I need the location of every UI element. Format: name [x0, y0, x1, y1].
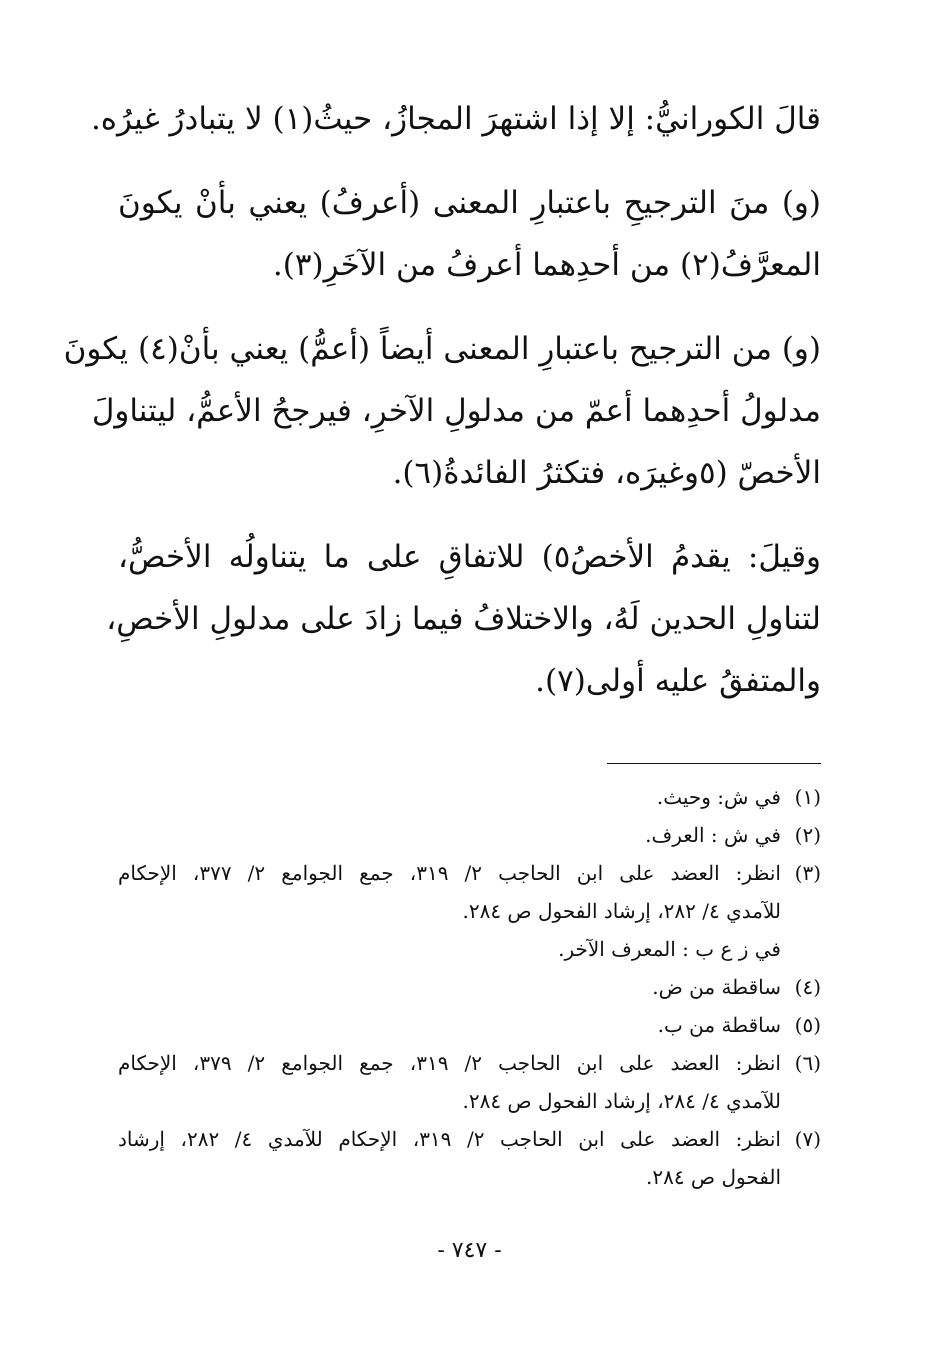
text-line: الأخصّ (٥وغيرَه، فتكثرُ الفائدةُ(٦).: [392, 455, 821, 491]
footnote-text: انظر: العضد على ابن الحاجب ٢/ ٣١٩، جمع الجوامع ٢/ ٣٧٧، الإحكام: [118, 861, 781, 885]
footnote-1: [118, 778, 821, 816]
footnote-text: للآمدي ٤/ ٢٨٤، إرشاد الفحول ص ٢٨٤.: [462, 1089, 781, 1113]
footnote-text: في ش: وحيث.: [656, 785, 781, 809]
footnote-number: (٥): [794, 1013, 821, 1037]
paragraph-3: [63, 318, 821, 504]
page-number: - ٧٤٧ -: [437, 1238, 502, 1263]
footnote-2: [118, 816, 821, 854]
text-line: (و) من الترجيح باعتبارِ المعنى أيضاً (أعمُّ) يعني بأنْ(٤) يكونَ: [63, 331, 821, 367]
footnote-text: ساقطة من ب.: [657, 1013, 781, 1037]
footnote-text: للآمدي ٤/ ٢٨٢، إرشاد الفحول ص ٢٨٤.: [462, 899, 781, 923]
footnote-number: (٣): [794, 861, 821, 885]
footnote-number: (٧): [794, 1127, 821, 1151]
footnote-5: [118, 1006, 821, 1044]
footnote-7: [118, 1120, 821, 1196]
paragraph-4: [106, 526, 821, 712]
footnote-number: (٤): [794, 975, 821, 999]
footnote-3: [118, 854, 821, 968]
text-line: المعرَّفُ(٢) من أحدِهما أعرفُ من الآخَرِ(٣).: [272, 247, 821, 283]
footnote-text: في ش : العرف.: [645, 823, 781, 847]
footnote-text: انظر: العضد على ابن الحاجب ٢/ ٣١٩، جمع الجوامع ٢/ ٣٧٩، الإحكام: [118, 1051, 781, 1075]
paragraph-1: [90, 88, 821, 150]
text-line: قالَ الكورانيُّ: إلا إذا اشتهرَ المجازُ، حيثُ(١) لا يتبادرُ غيرُه.: [90, 101, 821, 137]
text-line: وقيلَ: يقدمُ الأخصُ٥) للاتفاقِ على ما يتناولُه الأخصُّ،: [118, 539, 821, 575]
footnote-number: (٢): [794, 823, 821, 847]
footnotes: [118, 778, 821, 1196]
footnote-text: الفحول ص ٢٨٤.: [645, 1165, 781, 1189]
main-text: [63, 88, 821, 734]
footnote-text: انظر: العضد على ابن الحاجب ٢/ ٣١٩، الإحكام للآمدي ٤/ ٢٨٢، إرشاد: [118, 1127, 781, 1151]
footnote-text: في ز ع ب : المعرف الآخر.: [558, 937, 781, 961]
footnote-text: ساقطة من ض.: [652, 975, 781, 999]
footnote-6: [118, 1044, 821, 1120]
text-line: (و) منَ الترجيحِ باعتبارِ المعنى (أعرفُ) يعني بأنْ يكونَ: [118, 185, 821, 221]
footnote-separator: [607, 763, 821, 764]
footnote-number: (٦): [794, 1051, 821, 1075]
text-line: والمتفقُ عليه أولى(٧).: [535, 663, 821, 699]
text-line: لتناولِ الحدين لَهُ، والاختلافُ فيما زادَ على مدلولِ الأخصِ،: [106, 601, 821, 637]
footnote-4: [118, 968, 821, 1006]
footnote-number: (١): [794, 785, 821, 809]
paragraph-2: [118, 172, 821, 296]
text-line: مدلولُ أحدِهما أعمّ من مدلولِ الآخرِ، فيرجحُ الأعمُّ، ليتناولَ: [91, 393, 821, 429]
